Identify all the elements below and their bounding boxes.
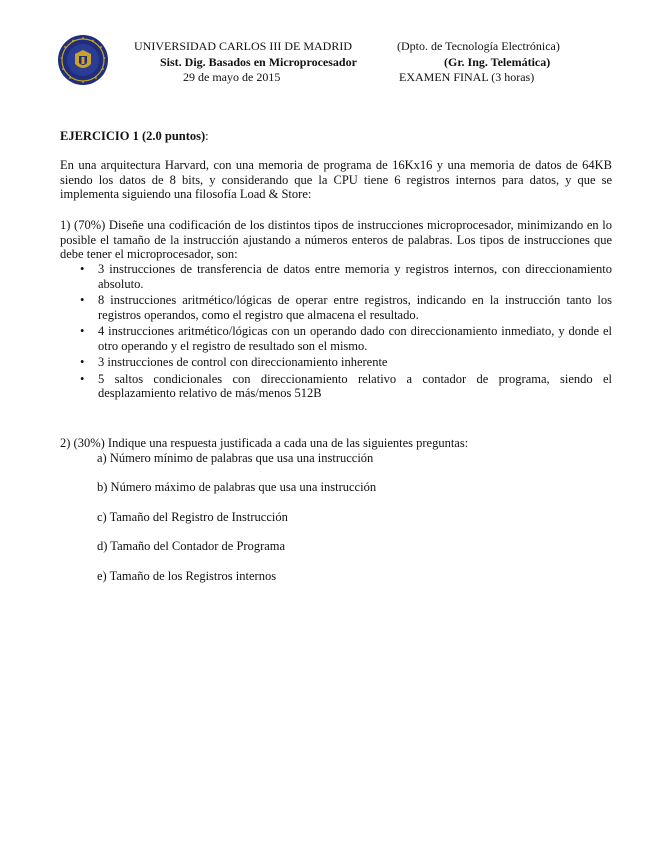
list-item-text: 5 saltos condicionales con direccionamiento relativo a contador de programa, siendo el desplazamiento relativo de más/menos 512B (98, 371, 612, 400)
list-item (60, 372, 612, 401)
bullet-glyph: • (80, 355, 85, 369)
list-item (60, 355, 612, 370)
department-name: (Dpto. de Tecnología Electrónica) (397, 39, 560, 53)
list-item (60, 324, 612, 353)
university-seal-logo (57, 34, 109, 86)
question-d: d) Tamaño del Contador de Programa (97, 539, 286, 553)
degree-name: (Gr. Ing. Telemática) (444, 55, 551, 69)
question-c: c) Tamaño del Registro de Instrucción (97, 510, 288, 524)
bullet-glyph: • (80, 324, 85, 338)
exercise-title-text: EJERCICIO 1 (2.0 puntos) (60, 129, 206, 143)
exercise-title (60, 129, 209, 144)
list-item-text: 3 instrucciones de transferencia de datos entre memoria y registros internos, con direccionamiento absoluto. (98, 262, 612, 291)
exam-type: EXAMEN FINAL (3 horas) (399, 70, 535, 84)
bullet-glyph: • (80, 293, 85, 307)
course-name: Sist. Dig. Basados en Microprocesador (160, 55, 357, 69)
question-b: b) Número máximo de palabras que usa una instrucción (97, 480, 377, 494)
part-2-statement: 2) (30%) Indique una respuesta justificada a cada una de las siguientes preguntas: (60, 436, 469, 450)
university-name: UNIVERSIDAD CARLOS III DE MADRID (134, 39, 352, 53)
exercise-intro: En una arquitectura Harvard, con una memoria de programa de 16Kx16 y una memoria de datos de 64KB siendo los datos de 8 bits, y considerando que la CPU tiene 6 registros internos para datos, y que se implementa siguiendo una filosofía Load & Store: (60, 158, 612, 201)
question-e: e) Tamaño de los Registros internos (97, 569, 277, 583)
part-1-statement: 1) (70%) Diseñe una codificación de los distintos tipos de instrucciones microprocesador, minimizando en lo posible el tamaño de la instrucción ajustando a números enteros de palabras. Los tipos de instrucciones que debe tener el microprocesador, son: (60, 218, 612, 261)
list-item (60, 293, 612, 322)
list-item (60, 262, 612, 291)
list-item-text: 3 instrucciones de control con direccionamiento inherente (98, 355, 388, 369)
exam-date: 29 de mayo de 2015 (183, 70, 281, 84)
bullet-glyph: • (80, 371, 85, 386)
bullet-glyph: • (80, 262, 85, 276)
question-a: a) Número mínimo de palabras que usa una instrucción (97, 451, 374, 465)
list-item-text: 4 instrucciones aritmético/lógicas con un operando dado con direccionamiento inmediato, y donde el otro operando y el registro de resultado son el mismo. (98, 324, 612, 353)
instruction-type-list (60, 262, 612, 403)
exercise-title-colon: : (205, 129, 209, 143)
list-item-text: 8 instrucciones aritmético/lógicas de operar entre registros, indicando en la instrucción tanto los registros operandos, como el registro que almacena el resultado. (98, 293, 612, 322)
